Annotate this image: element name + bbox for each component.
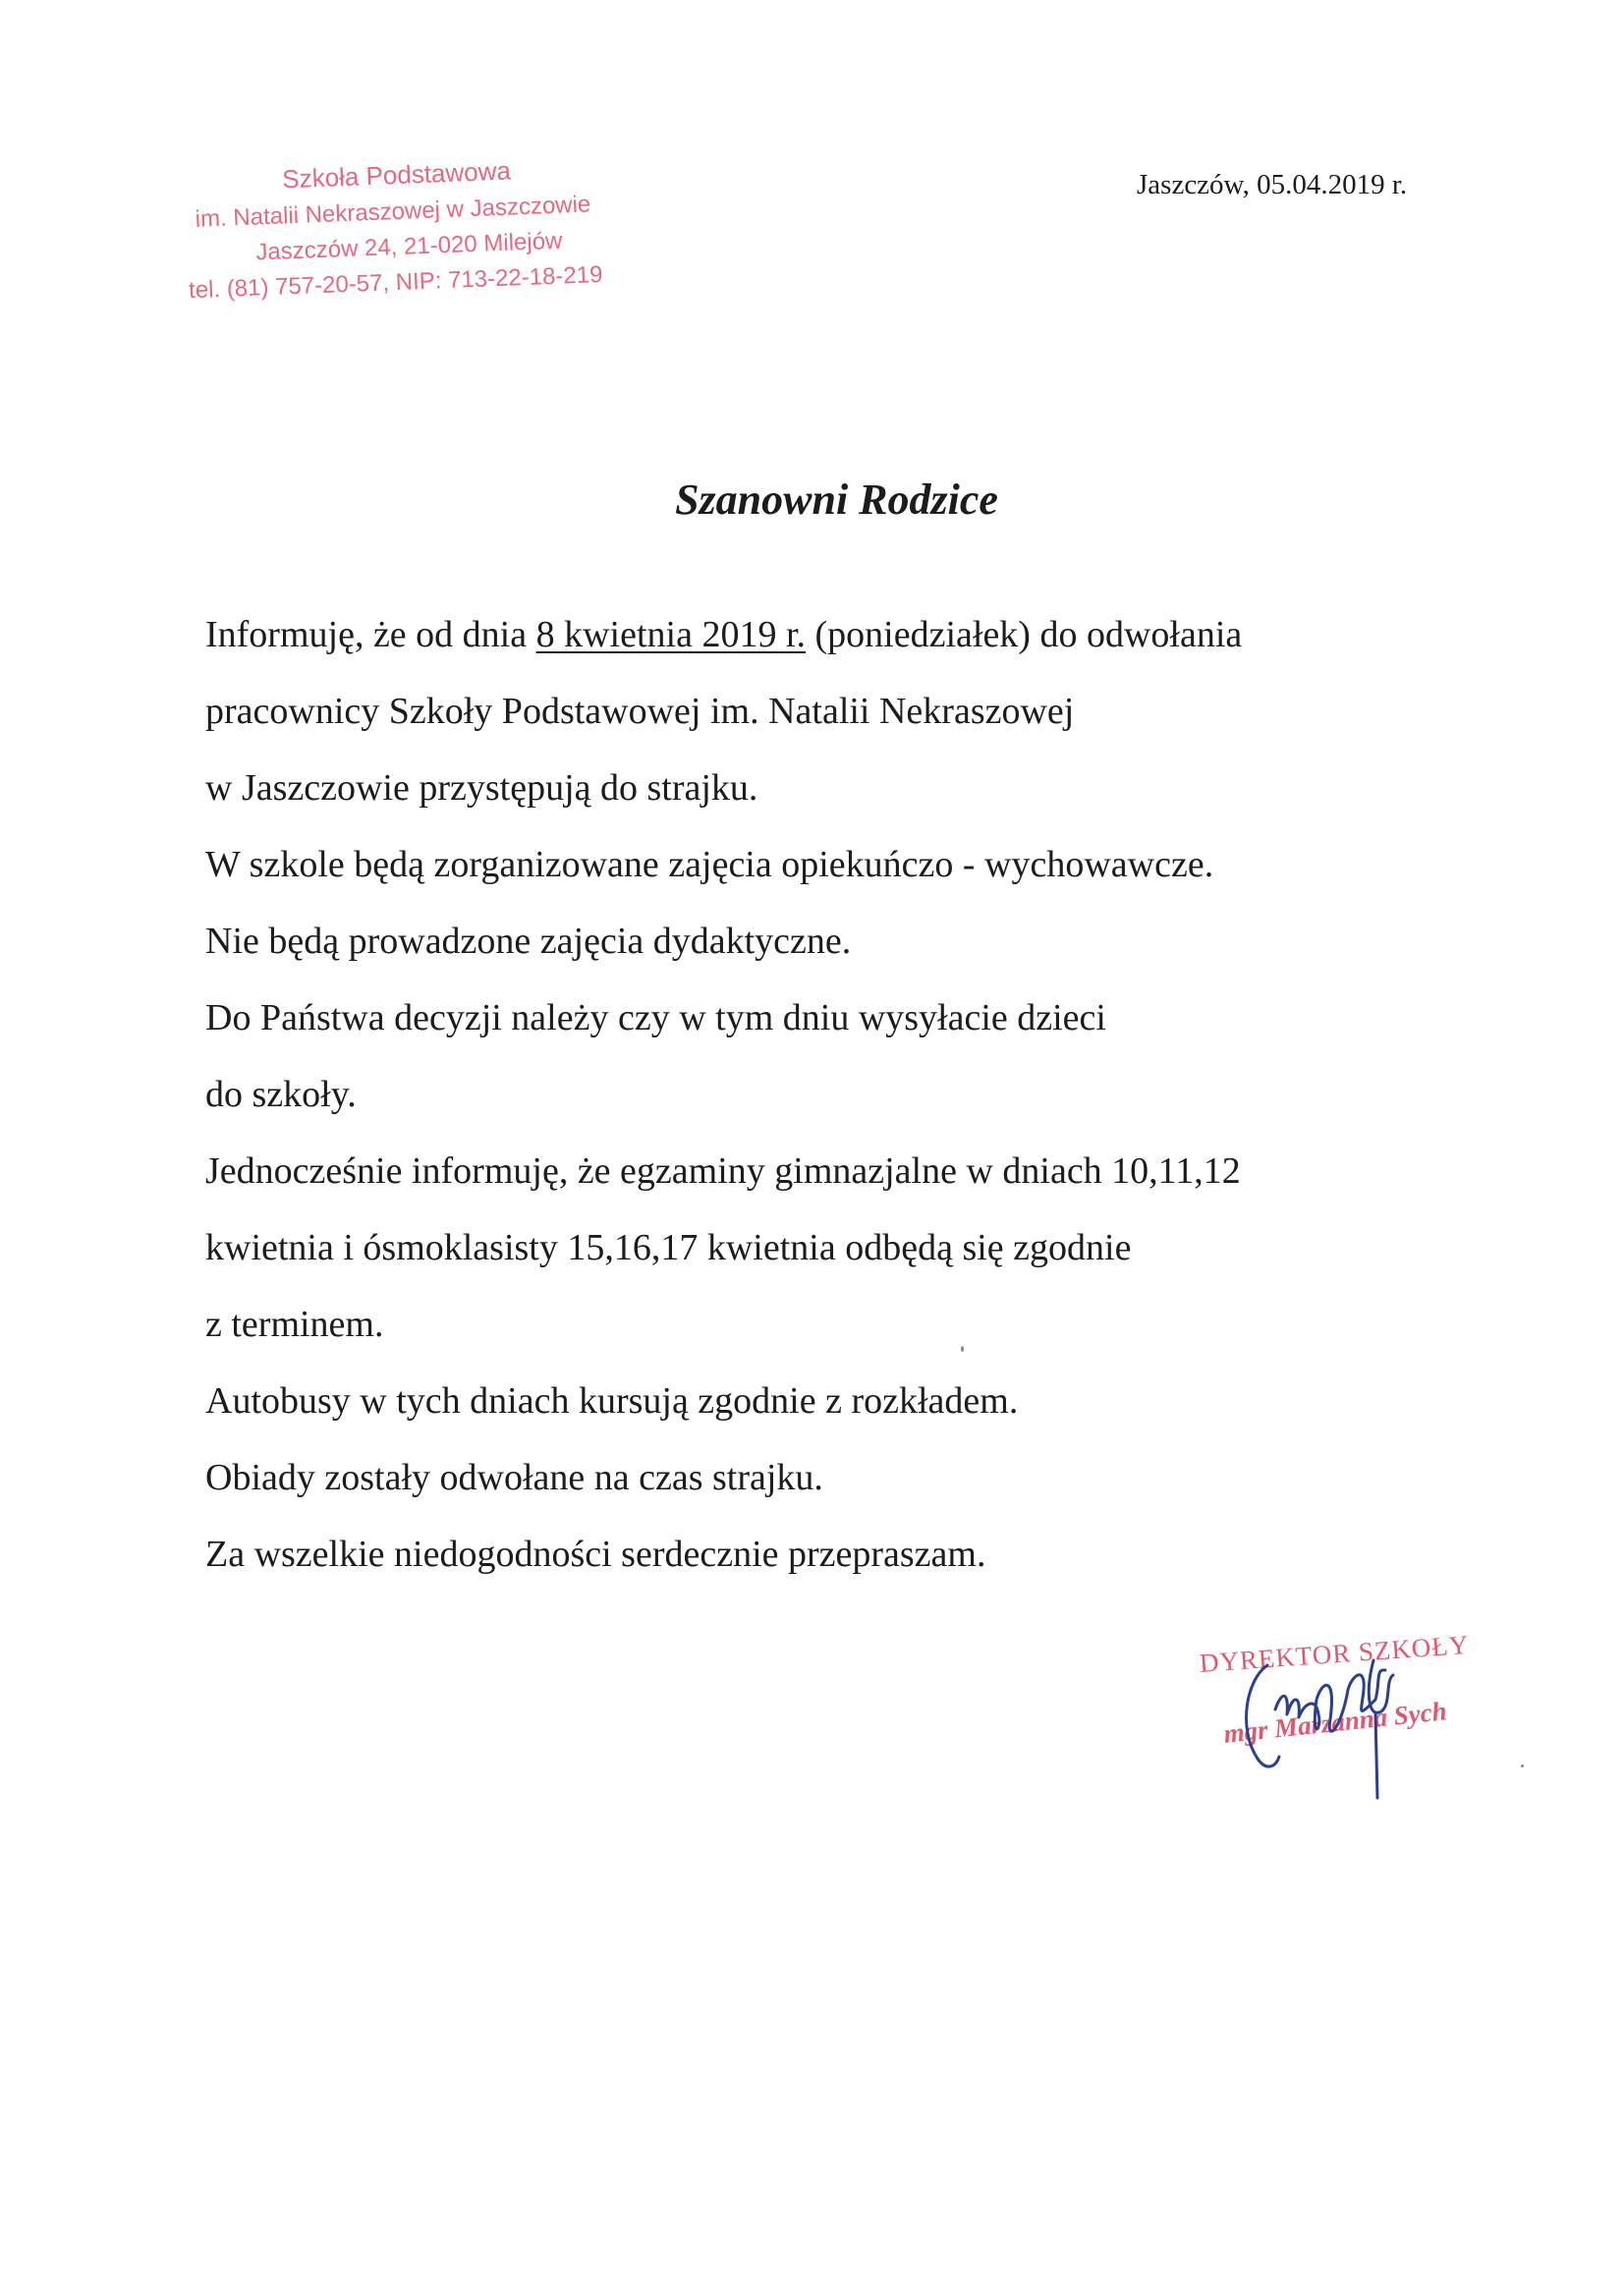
- body-line-part: Informuję, że od dnia: [205, 614, 536, 655]
- body-line-part: (poniedziałek) do odwołania: [806, 614, 1243, 655]
- strike-start-date: 8 kwietnia 2019 r.: [535, 614, 807, 655]
- stamp-school-name: Szkoła Podstawowa: [281, 155, 512, 195]
- school-stamp: [165, 147, 622, 309]
- stamp-patron: im. Natalii Nekraszowej w Jaszczowie: [195, 191, 591, 233]
- body-line: [205, 603, 1483, 680]
- body-line: Jednocześnie informuję, że egzaminy gimnazjalne w dniach 10,11,12: [205, 1150, 1241, 1192]
- body-line: W szkole będą zorganizowane zajęcia opiekuńczo - wychowawcze.: [205, 844, 1214, 885]
- body-line: Za wszelkie niedogodności serdecznie przepraszam.: [205, 1534, 986, 1575]
- letter-heading: [0, 475, 1624, 525]
- scan-speck: [1521, 1764, 1524, 1767]
- body-line: do szkoły.: [205, 1074, 357, 1115]
- place-and-date: Jaszczów, 05.04.2019 r.: [1137, 169, 1408, 200]
- stamp-address: Jaszczów 24, 21-020 Milejów: [254, 227, 563, 266]
- body-line: w Jaszczowie przystępują do strajku.: [205, 767, 758, 809]
- body-line: Do Państwa decyzji należy czy w tym dniu wysyłacie dzieci: [205, 997, 1106, 1038]
- heading-text: Szanowni Rodzice: [675, 476, 998, 524]
- stamp-contact: tel. (81) 757-20-57, NIP: 713-22-18-219: [188, 260, 603, 305]
- signature-name-stamp: mgr Marzanna Sych: [1222, 1696, 1448, 1749]
- body-line: Autobusy w tych dniach kursują zgodnie z rozkładem.: [205, 1380, 1019, 1422]
- signature-title-stamp: DYREKTOR SZKOŁY: [1199, 1629, 1471, 1678]
- scan-speck: [961, 1346, 964, 1352]
- signature-block: [1199, 1621, 1533, 1818]
- body-line: Obiady zostały odwołane na czas strajku.: [205, 1457, 823, 1498]
- handwritten-signature-icon: [1228, 1621, 1425, 1818]
- body-line: kwietnia i ósmoklasisty 15,16,17 kwietnia odbędą się zgodnie: [205, 1227, 1132, 1268]
- body-line: z terminem.: [205, 1304, 384, 1345]
- letter-body: [205, 603, 1483, 1599]
- body-line: Nie będą prowadzone zajęcia dydaktyczne.: [205, 921, 852, 962]
- body-line: pracownicy Szkoły Podstawowej im. Natalii Nekraszowej: [205, 691, 1075, 732]
